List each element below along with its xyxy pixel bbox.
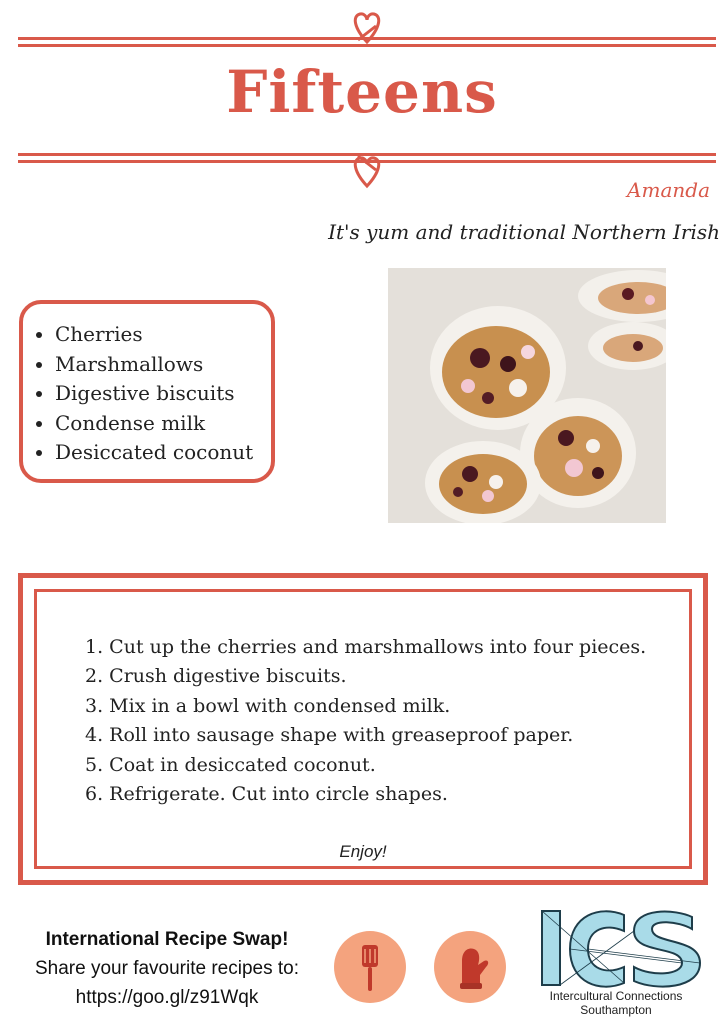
ingredient-item: • Desiccated coconut	[55, 438, 271, 468]
ingredient-item: • Cherries	[55, 320, 271, 350]
recipe-tagline: It's yum and traditional Northern Irish	[328, 220, 720, 244]
footer-promo	[8, 925, 326, 1012]
method-box	[18, 573, 708, 885]
header-rule	[18, 37, 716, 40]
ingredient-item: • Marshmallows	[55, 350, 271, 380]
ingredient-item: • Digestive biscuits	[55, 379, 271, 409]
ics-caption-line: Southampton	[580, 1003, 652, 1017]
page-title: Fifteens	[226, 58, 498, 126]
method-steps	[85, 633, 646, 809]
heart-knot-icon	[350, 152, 384, 190]
closing-text: Enjoy!	[339, 842, 387, 861]
ingredient-item: • Condense milk	[55, 409, 271, 439]
ics-caption-line: Intercultural Connections	[549, 989, 683, 1003]
ics-logo-caption	[530, 989, 702, 1017]
header-rule	[18, 44, 716, 47]
footer-headline: International Recipe Swap!	[45, 929, 289, 950]
method-step: 1. Cut up the cherries and marshmallows into four pieces.	[85, 636, 647, 658]
ingredients-box	[19, 300, 275, 483]
footer-url[interactable]: https://goo.gl/z91Wqk	[75, 987, 259, 1008]
recipe-author: Amanda	[627, 178, 710, 202]
method-step: 2. Crush digestive biscuits.	[85, 665, 347, 688]
oven-mitt-icon	[434, 931, 506, 1003]
method-inner-frame	[34, 589, 692, 869]
method-step: 4. Roll into sausage shape with greaseproof paper.	[85, 724, 574, 747]
recipe-photo	[388, 268, 666, 523]
method-step: 5. Coat in desiccated coconut.	[85, 753, 376, 776]
method-step: 6. Refrigerate. Cut into circle shapes.	[85, 783, 448, 806]
ingredients-list	[23, 304, 271, 468]
method-step: 3. Mix in a bowl with condensed milk.	[85, 694, 451, 717]
spatula-icon	[334, 931, 406, 1003]
footer-line: Share your favourite recipes to:	[34, 958, 300, 979]
